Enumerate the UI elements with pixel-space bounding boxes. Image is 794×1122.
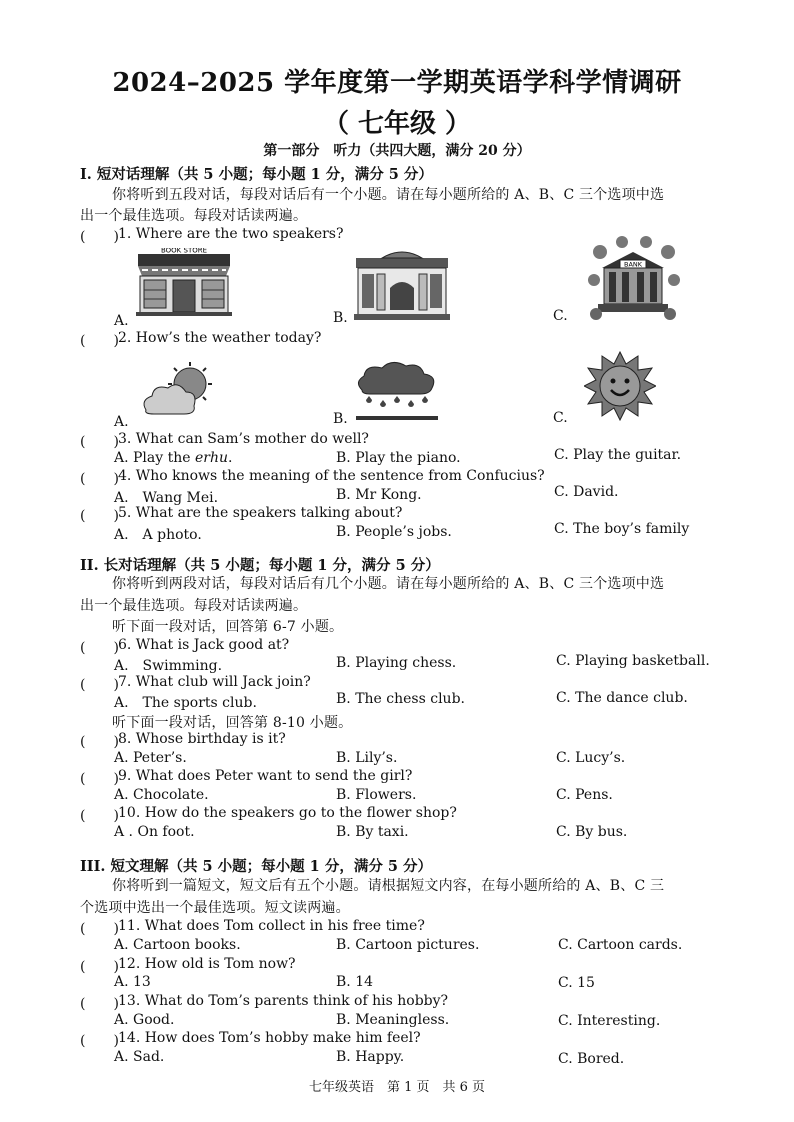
q12-option-a[interactable]: A. 13 — [114, 974, 151, 990]
answer-bracket[interactable]: ( ) — [80, 771, 119, 787]
q12-option-c[interactable]: C. 15 — [558, 975, 595, 991]
q14-option-b[interactable]: B. Happy. — [336, 1049, 405, 1065]
q2-option-c[interactable]: C. — [553, 410, 568, 426]
grade-subtitle: （ 七年级 ） — [322, 109, 472, 139]
answer-bracket[interactable]: ( ) — [80, 1033, 119, 1049]
q2-option-a[interactable]: A. — [114, 414, 129, 430]
q9-option-a[interactable]: A. Chocolate. — [114, 787, 209, 803]
q3-option-b[interactable]: B. Play the piano. — [336, 450, 461, 466]
q8-option-b[interactable]: B. Lily’s. — [336, 750, 398, 766]
q8-option-a[interactable]: A. Peter’s. — [114, 750, 187, 766]
section-1-heading: I. 短对话理解（共 5 小题；每小题 1 分，满分 5 分） — [80, 166, 433, 183]
question-14: 14. How does Tom’s hobby make him feel? — [118, 1030, 421, 1046]
library-image — [352, 248, 452, 324]
bookstore-sign: BOOK STORE — [160, 248, 208, 255]
answer-bracket[interactable]: ( ) — [80, 508, 119, 524]
q9-option-b[interactable]: B. Flowers. — [336, 787, 417, 803]
answer-bracket[interactable]: ( ) — [80, 959, 119, 975]
answer-bracket[interactable]: ( ) — [80, 734, 119, 750]
question-6: 6. What is Jack good at? — [118, 637, 290, 653]
answer-bracket[interactable]: ( ) — [80, 333, 119, 349]
q1-option-a[interactable]: A. — [114, 313, 129, 329]
question-3: 3. What can Sam’s mother do well? — [118, 431, 369, 447]
q11-option-a[interactable]: A. Cartoon books. — [114, 937, 241, 953]
answer-bracket[interactable]: ( ) — [80, 471, 119, 487]
q11-option-b[interactable]: B. Cartoon pictures. — [336, 937, 480, 953]
q3-option-c[interactable]: C. Play the guitar. — [554, 447, 682, 463]
part-heading: 第一部分 听力（共四大题，满分 20 分） — [263, 143, 531, 159]
question-1: 1. Where are the two speakers? — [118, 226, 344, 242]
question-4: 4. Who knows the meaning of the sentence from Confucius? — [118, 468, 545, 484]
section-2-sub-instruction-1: 听下面一段对话，回答第 6-7 小题。 — [112, 619, 344, 635]
answer-bracket[interactable]: ( ) — [80, 229, 119, 245]
q13-option-b[interactable]: B. Meaningless. — [336, 1012, 450, 1028]
q2-option-b[interactable]: B. — [333, 411, 348, 427]
section-1-instruction-cont: 出一个最佳选项。每段对话读两遍。 — [80, 208, 308, 224]
q4-option-c[interactable]: C. David. — [554, 484, 619, 500]
question-5: 5. What are the speakers talking about? — [118, 505, 403, 521]
q13-option-c[interactable]: C. Interesting. — [558, 1013, 661, 1029]
answer-bracket[interactable]: ( ) — [80, 996, 119, 1012]
q7-option-c[interactable]: C. The dance club. — [556, 690, 688, 706]
q11-option-c[interactable]: C. Cartoon cards. — [558, 937, 683, 953]
answer-bracket[interactable]: ( ) — [80, 434, 119, 450]
exam-title: 2024–2025 学年度第一学期英语学科学情调研 — [112, 68, 682, 98]
q9-option-c[interactable]: C. Pens. — [556, 787, 613, 803]
q1-option-b[interactable]: B. — [333, 310, 348, 326]
q4-option-a[interactable]: A. Wang Mei. — [114, 490, 219, 506]
q7-option-b[interactable]: B. The chess club. — [336, 691, 465, 707]
q13-option-a[interactable]: A. Good. — [114, 1012, 175, 1028]
q14-option-c[interactable]: C. Bored. — [558, 1051, 625, 1067]
answer-bracket[interactable]: ( ) — [80, 677, 119, 693]
answer-bracket[interactable]: ( ) — [80, 640, 119, 656]
q10-option-b[interactable]: B. By taxi. — [336, 824, 409, 840]
q8-option-c[interactable]: C. Lucy’s. — [556, 750, 626, 766]
question-11: 11. What does Tom collect in his free time? — [118, 918, 425, 934]
bank-image — [582, 234, 684, 324]
q5-option-a[interactable]: A. A photo. — [114, 527, 202, 543]
section-3-instruction-cont: 个选项中选出一个最佳选项。短文读两遍。 — [80, 900, 350, 916]
sun-icon — [584, 350, 656, 422]
q3-option-a[interactable]: A. Play the erhu. — [114, 450, 233, 466]
section-2-instruction-cont: 出一个最佳选项。每段对话读两遍。 — [80, 598, 308, 614]
question-7: 7. What club will Jack join? — [118, 674, 311, 690]
q14-option-a[interactable]: A. Sad. — [114, 1049, 165, 1065]
section-3-heading: III. 短文理解（共 5 小题；每小题 1 分，满分 5 分） — [80, 858, 432, 875]
answer-bracket[interactable]: ( ) — [80, 921, 119, 937]
question-12: 12. How old is Tom now? — [118, 956, 296, 972]
q7-option-a[interactable]: A. The sports club. — [114, 695, 257, 711]
q5-option-b[interactable]: B. People’s jobs. — [336, 524, 452, 540]
section-1-instruction: 你将听到五段对话，每段对话后有一个小题。请在每小题所给的 A、B、C 三个选项中选 — [112, 187, 665, 203]
page-footer: 七年级英语 第 1 页 共 6 页 — [308, 1080, 486, 1095]
q10-option-a[interactable]: A . On foot. — [114, 824, 195, 840]
section-2-instruction: 你将听到两段对话，每段对话后有几个小题。请在每小题所给的 A、B、C 三个选项中选 — [112, 576, 665, 592]
q1-option-c[interactable]: C. — [553, 308, 568, 324]
q5-option-c[interactable]: C. The boy’s family — [554, 521, 690, 537]
q6-option-c[interactable]: C. Playing basketball. — [556, 653, 710, 669]
section-2-sub-instruction-2: 听下面一段对话，回答第 8-10 小题。 — [112, 715, 353, 731]
q6-option-b[interactable]: B. Playing chess. — [336, 655, 457, 671]
question-8: 8. Whose birthday is it? — [118, 731, 286, 747]
question-10: 10. How do the speakers go to the flower shop? — [118, 805, 457, 821]
question-13: 13. What do Tom’s parents think of his hobby? — [118, 993, 449, 1009]
q4-option-b[interactable]: B. Mr Kong. — [336, 487, 422, 503]
section-3-instruction: 你将听到一篇短文，短文后有五个小题。请根据短文内容，在每小题所给的 A、B、C 三 — [112, 878, 665, 894]
q6-option-a[interactable]: A. Swimming. — [114, 658, 223, 674]
q10-option-c[interactable]: C. By bus. — [556, 824, 628, 840]
q12-option-b[interactable]: B. 14 — [336, 974, 374, 990]
question-2: 2. How’s the weather today? — [118, 330, 322, 346]
rain-icon — [352, 360, 442, 422]
section-2-heading: II. 长对话理解（共 5 小题；每小题 1 分，满分 5 分） — [80, 557, 440, 574]
question-9: 9. What does Peter want to send the girl? — [118, 768, 413, 784]
answer-bracket[interactable]: ( ) — [80, 808, 119, 824]
cloudy-sun-icon — [138, 360, 224, 420]
bookstore-image — [134, 248, 234, 318]
bank-sign: BANK — [623, 260, 643, 269]
